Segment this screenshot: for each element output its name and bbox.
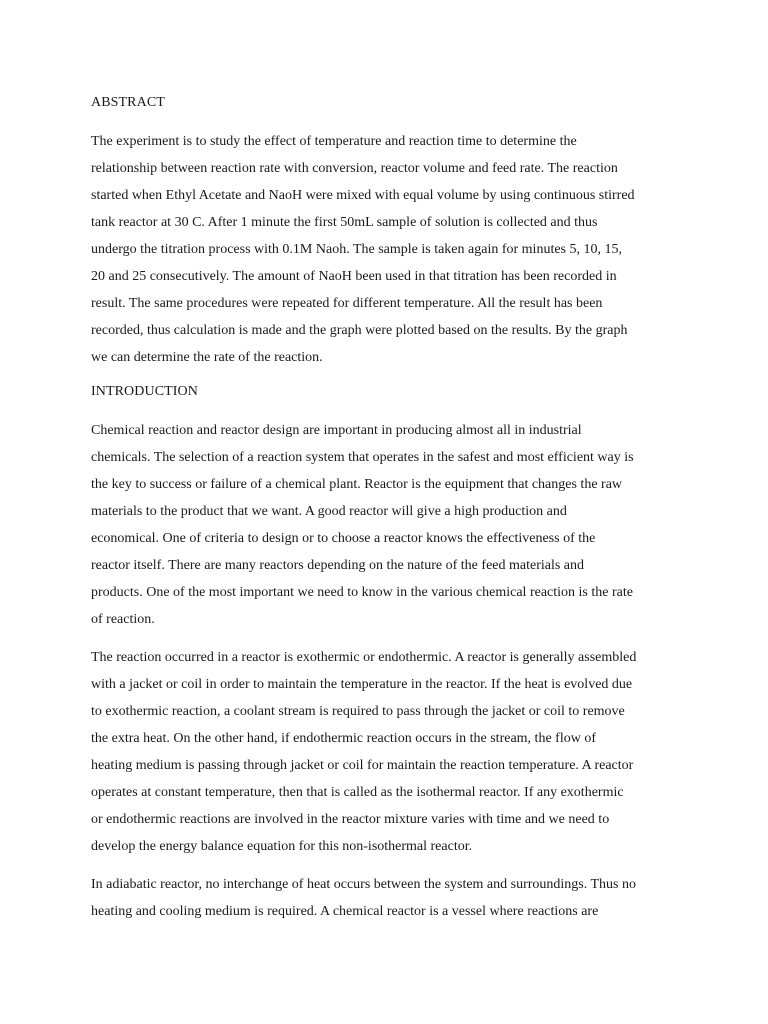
text-line: products. One of the most important we need to know in the various chemical reaction is the rate xyxy=(91,585,633,600)
text-line: The reaction occurred in a reactor is exothermic or endothermic. A reactor is generally assembled xyxy=(91,650,637,665)
introduction-heading: INTRODUCTION xyxy=(91,384,198,399)
text-line: economical. One of criteria to design or to choose a reactor knows the effectiveness of the xyxy=(91,531,596,546)
text-line: result. The same procedures were repeated for different temperature. All the result has been xyxy=(91,296,603,311)
text-line: The experiment is to study the effect of temperature and reaction time to determine the xyxy=(91,134,577,149)
text-line: develop the energy balance equation for this non-isothermal reactor. xyxy=(91,839,473,854)
text-line: recorded, thus calculation is made and the graph were plotted based on the results. By the graph xyxy=(91,323,628,338)
text-line: materials to the product that we want. A good reactor will give a high production and xyxy=(91,504,567,519)
introduction-paragraph-3 xyxy=(91,871,708,925)
text-line: heating and cooling medium is required. A chemical reactor is a vessel where reactions are xyxy=(91,904,599,919)
text-line: heating medium is passing through jacket or coil for maintain the reaction temperature. A reactor xyxy=(91,758,634,773)
text-line: 20 and 25 consecutively. The amount of NaoH been used in that titration has been recorded in xyxy=(91,269,617,284)
abstract-heading: ABSTRACT xyxy=(91,95,165,110)
text-line: chemicals. The selection of a reaction system that operates in the safest and most efficient way is xyxy=(91,450,634,465)
text-line: to exothermic reaction, a coolant stream is required to pass through the jacket or coil to remove xyxy=(91,704,625,719)
text-line: In adiabatic reactor, no interchange of heat occurs between the system and surroundings. Thus no xyxy=(91,877,637,892)
introduction-paragraph-2 xyxy=(91,644,708,860)
text-line: Chemical reaction and reactor design are important in producing almost all in industrial xyxy=(91,423,582,438)
text-line: undergo the titration process with 0.1M Naoh. The sample is taken again for minutes 5, 10, 15, xyxy=(91,242,622,257)
text-line: the key to success or failure of a chemical plant. Reactor is the equipment that changes the raw xyxy=(91,477,623,492)
text-line: of reaction. xyxy=(91,612,155,627)
text-line: tank reactor at 30 C. After 1 minute the first 50mL sample of solution is collected and thus xyxy=(91,215,598,230)
text-line: reactor itself. There are many reactors depending on the nature of the feed materials and xyxy=(91,558,585,573)
introduction-paragraph-1 xyxy=(91,417,708,633)
abstract-paragraph xyxy=(91,128,708,371)
text-line: or endothermic reactions are involved in the reactor mixture varies with time and we need to xyxy=(91,812,610,827)
text-line: we can determine the rate of the reaction. xyxy=(91,350,323,365)
text-line: relationship between reaction rate with conversion, reactor volume and feed rate. The reaction xyxy=(91,161,618,176)
text-line: the extra heat. On the other hand, if endothermic reaction occurs in the stream, the flow of xyxy=(91,731,596,746)
text-line: with a jacket or coil in order to maintain the temperature in the reactor. If the heat is evolved due xyxy=(91,677,633,692)
text-line: operates at constant temperature, then that is called as the isothermal reactor. If any exothermic xyxy=(91,785,624,800)
text-line: started when Ethyl Acetate and NaoH were mixed with equal volume by using continuous stirred xyxy=(91,188,635,203)
